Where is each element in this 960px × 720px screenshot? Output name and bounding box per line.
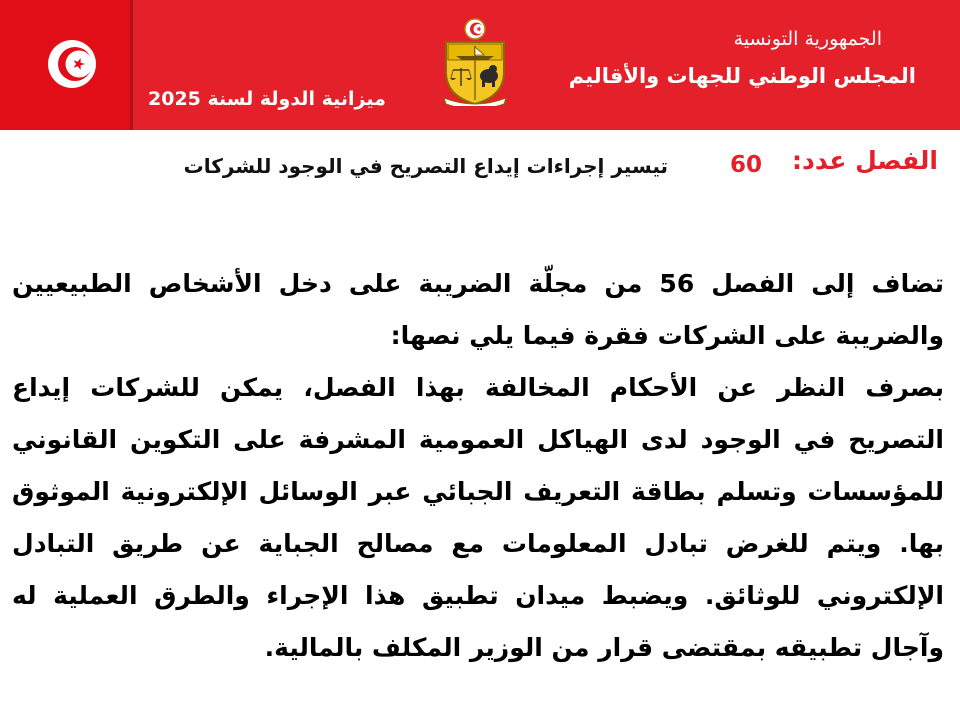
chapter-title: تيسير إجراءات إيداع التصريح في الوجود للشركات (183, 154, 668, 178)
flag-panel (0, 0, 133, 130)
budget-label: ميزانية الدولة لسنة 2025 (148, 88, 386, 110)
article-text: بصرف النظر عن الأحكام المخالفة بهذا الفصل، يمكن للشركات إيداع التصريح في الوجود لدى الهياكل العمومية المشرفة على التكوين القانوني للمؤسسات وتسلم بطاقة التعريف الجبائي عبر الوسائل الإلكترونية الموثوق بها. ويتم للغرض تبادل المعلومات مع مصالح الجباية عن طريق التبادل الإلكتروني للوثائق. ويضبط ميدان تطبيق هذا الإجراء والطرق العملية له وآجال تطبيقه بمقتضى قرار من الوزير المكلف بالمالية. (12, 373, 944, 662)
chapter-number: 60 (730, 152, 763, 178)
article-intro: تضاف إلى الفصل 56 من مجلّة الضريبة على دخل الأشخاص الطبيعيين والضريبة على الشركات فقرة فيما يلي نصها: (12, 269, 944, 350)
chapter-label: الفصل عدد: (792, 146, 938, 175)
coat-of-arms (438, 18, 512, 110)
article-body (12, 258, 944, 674)
tunisia-flag-icon (30, 22, 114, 106)
republic-name: الجمهورية التونسية (733, 28, 882, 50)
council-name: المجلس الوطني للجهات والأقاليم (568, 64, 916, 88)
tunisia-coat-of-arms-icon (438, 18, 512, 106)
header-banner (0, 0, 960, 130)
